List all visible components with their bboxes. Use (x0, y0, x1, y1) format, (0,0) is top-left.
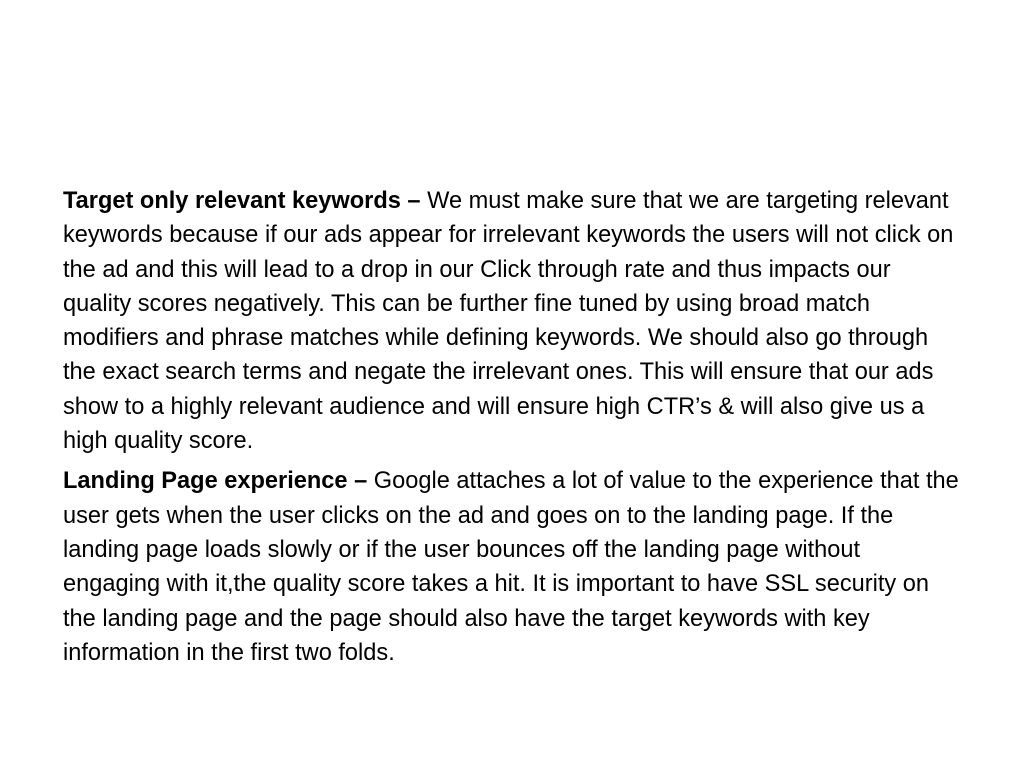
paragraph-lead: Landing Page experience – (63, 468, 368, 495)
paragraph-landing-page (63, 464, 963, 670)
paragraph-lead: Target only relevant keywords – (63, 188, 421, 214)
paragraph-body: Google attaches a lot of value to the experience that the user gets when the user clicks on the ad and goes on to the landing page. If the landing page loads slowly or if the user bounces off the landing page without engaging with it,the quality score takes a hit. It is important to have SSL security on the landing page and the page should also have the target keywords with key information in the first two folds. (63, 468, 959, 666)
slide-body (63, 184, 963, 676)
paragraph-target-keywords (63, 184, 963, 458)
paragraph-body: We must make sure that we are targeting relevant keywords because if our ads appear for irrelevant keywords the users will not click on the ad and this will lead to a drop in our Click through rate and thus impacts our quality scores negatively. This can be further fine tuned by using broad match modifiers and phrase matches while defining keywords. We should also go through the exact search terms and negate the irrelevant ones. This will ensure that our ads show to a highly relevant audience and will ensure high CTR’s & will also give us a high quality score. (63, 188, 954, 455)
